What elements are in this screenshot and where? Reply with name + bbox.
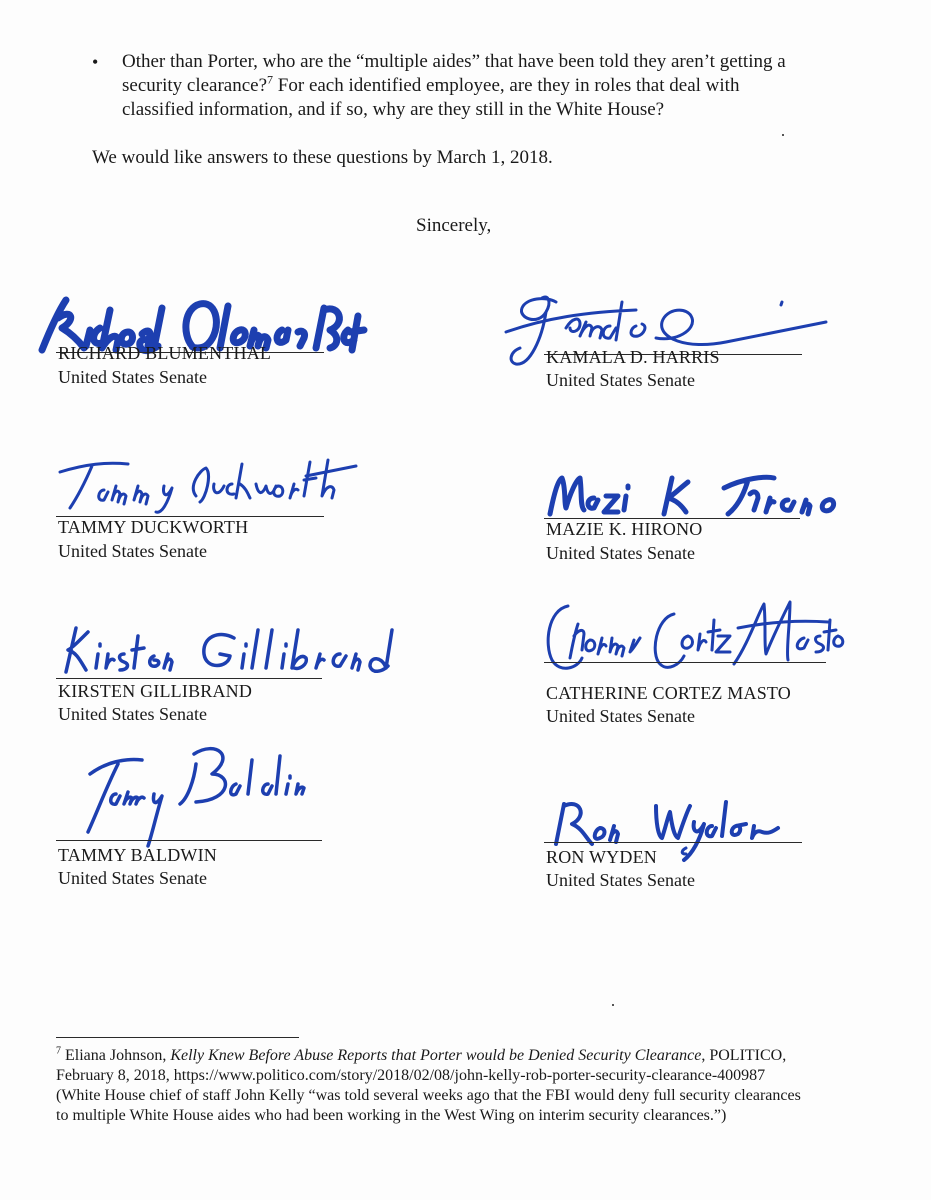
- footnote-line-2: February 8, 2018, https://www.politico.com/story/2018/02/08/john-kelly-rob-porter-security-clearance-400987: [56, 1067, 766, 1084]
- signatory-title: United States Senate: [58, 704, 207, 724]
- footnote-author: Eliana Johnson,: [61, 1047, 171, 1064]
- signatory-name: RICHARD BLUMENTHAL: [58, 343, 272, 363]
- signature-cortez-masto: [538, 584, 848, 684]
- question-line-2: [122, 74, 852, 98]
- signatory-name: KIRSTEN GILLIBRAND: [58, 681, 253, 701]
- signatory-title: United States Senate: [546, 543, 695, 563]
- signature-gillibrand: [58, 620, 418, 680]
- scan-speck: [782, 134, 784, 136]
- signature-baldwin: [76, 740, 336, 850]
- signature-line: [544, 662, 826, 663]
- footnote-reference: 7: [267, 72, 274, 87]
- signatory-name: CATHERINE CORTEZ MASTO: [546, 683, 791, 703]
- signatory-name: TAMMY BALDWIN: [58, 845, 217, 865]
- signatory-title: United States Senate: [546, 706, 695, 726]
- footnote: [56, 1046, 856, 1126]
- scan-speck: [612, 1004, 614, 1006]
- bullet-symbol: •: [92, 52, 99, 72]
- signature-duckworth: [56, 450, 376, 520]
- signatory-title: United States Senate: [546, 370, 695, 390]
- deadline-request: We would like answers to these questions by March 1, 2018.: [92, 147, 553, 168]
- signature-line: [544, 842, 802, 843]
- signatory-name: MAZIE K. HIRONO: [546, 519, 703, 539]
- footnote-publication: , POLITICO,: [701, 1047, 787, 1064]
- question-text: [122, 50, 852, 122]
- footnote-marker: 7: [56, 1045, 61, 1057]
- signature-hirono: [544, 464, 864, 524]
- signatory-title: United States Senate: [58, 868, 207, 888]
- closing-salutation: Sincerely,: [416, 215, 492, 236]
- signatory-title: United States Senate: [58, 541, 207, 561]
- signatory-name: RON WYDEN: [546, 847, 657, 867]
- signature-line: [56, 678, 322, 679]
- footnote-line-1: [56, 1046, 856, 1066]
- signatory-title: United States Senate: [58, 367, 207, 387]
- question-line-1: Other than Porter, who are the “multiple aides” that have been told they aren’t getting a: [122, 51, 786, 72]
- signature-line: [56, 840, 322, 841]
- question-line-3: classified information, and if so, why are they still in the White House?: [122, 99, 665, 120]
- question-line-2-end: For each identified employee, are they in roles that deal with: [273, 75, 740, 96]
- signatory-name: KAMALA D. HARRIS: [546, 347, 720, 367]
- signatory-name: TAMMY DUCKWORTH: [58, 517, 249, 537]
- footnote-separator: [56, 1037, 299, 1038]
- footnote-line-3: (White House chief of staff John Kelly “was told several weeks ago that the FBI would deny full security clearances: [56, 1087, 801, 1104]
- footnote-article-title: Kelly Knew Before Abuse Reports that Porter would be Denied Security Clearance: [170, 1047, 702, 1064]
- signatory-title: United States Senate: [546, 870, 695, 890]
- footnote-line-4: to multiple White House aides who had been working in the West Wing on interim security clearances.”): [56, 1107, 727, 1124]
- question-line-2-start: security clearance?: [122, 75, 268, 96]
